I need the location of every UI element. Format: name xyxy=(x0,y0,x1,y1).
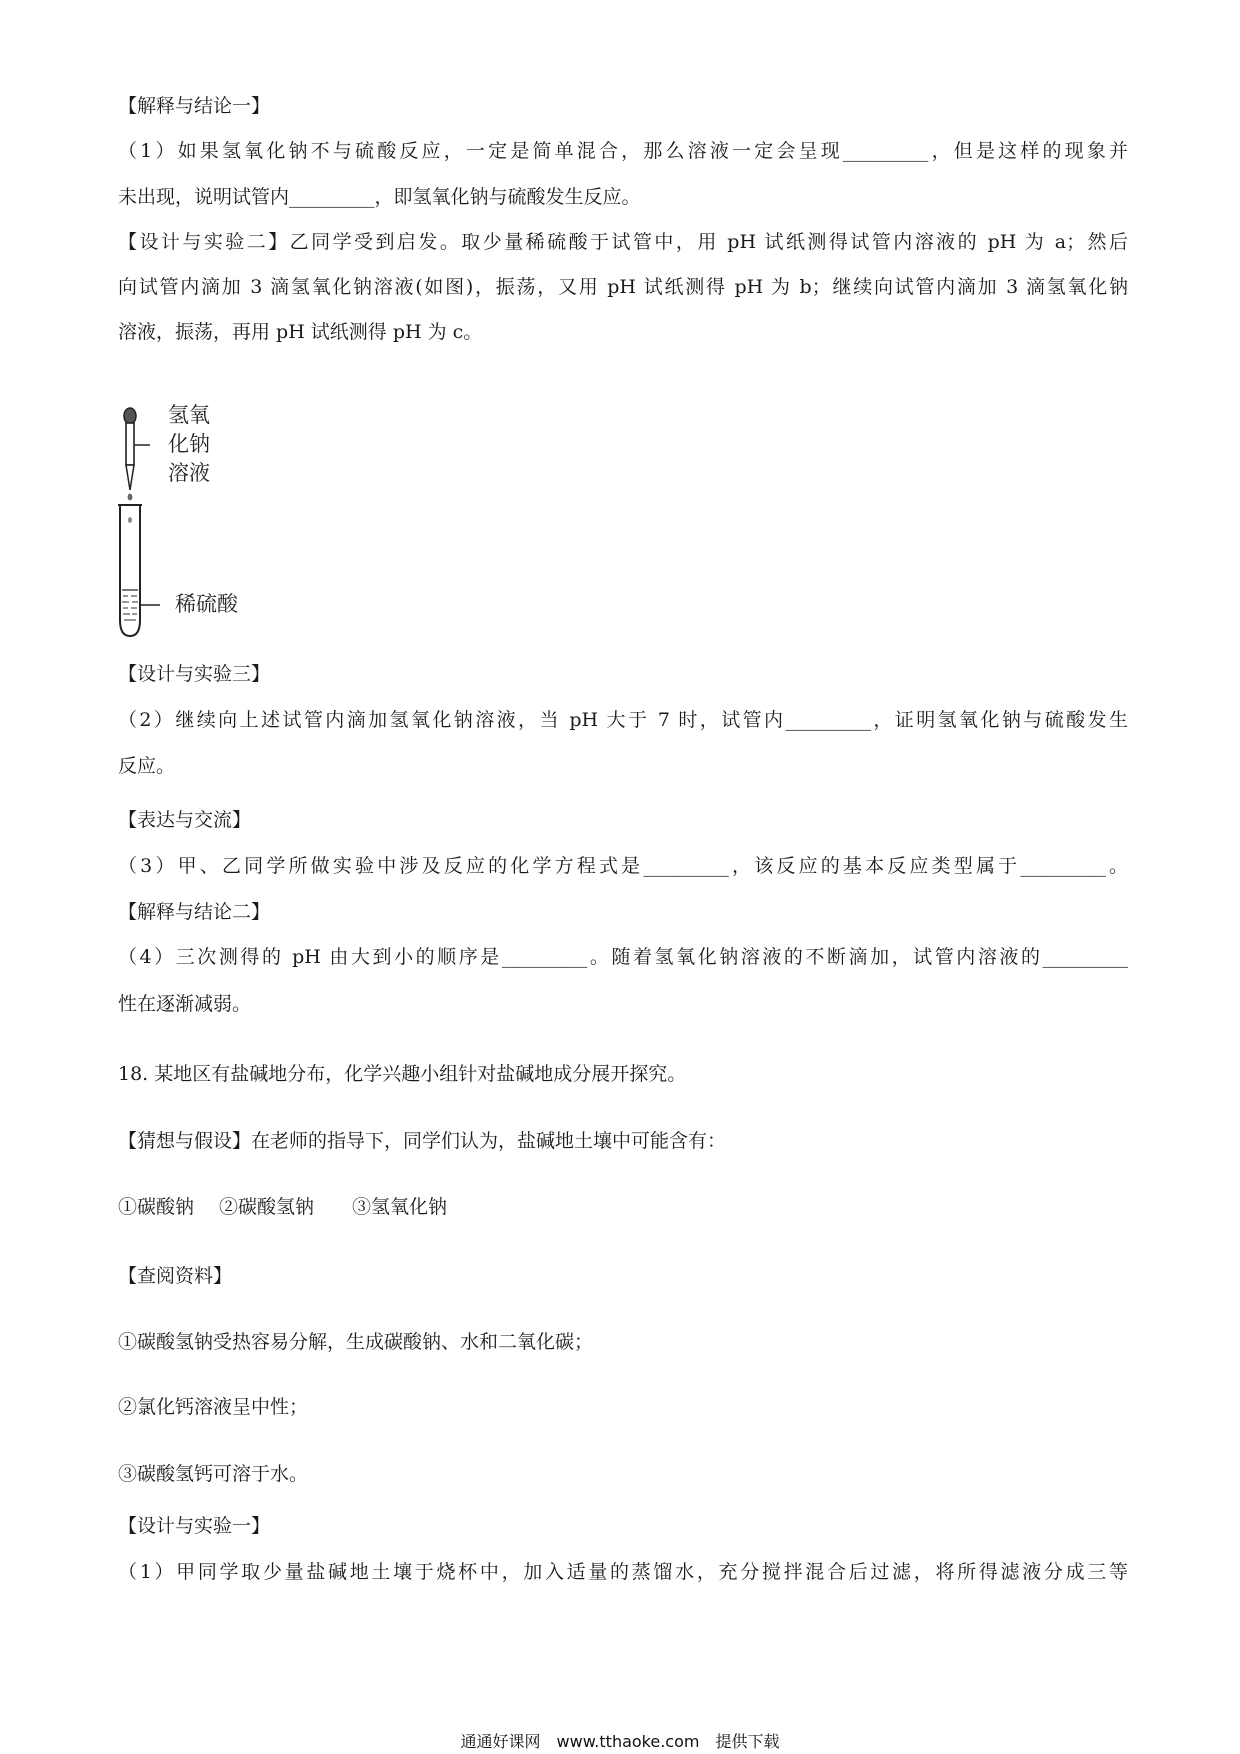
section-heading-explanation-2: 【解释与结论二】 xyxy=(118,901,271,923)
section-heading-explanation-1: 【解释与结论一】 xyxy=(118,95,271,117)
reference-item-1: ①碳酸氢钠受热容易分解，生成碳酸钠、水和二氧化碳； xyxy=(118,1331,594,1353)
question-3-line-1: （3）甲、乙同学所做实验中涉及反应的化学方程式是_________，该反应的基本反应类型属于_________。 xyxy=(118,855,1128,877)
section-heading-experiment-3: 【设计与实验三】 xyxy=(118,663,271,685)
question-4-line-1: （4）三次测得的 pH 由大到小的顺序是_________。随着氢氧化钠溶液的不断滴加，试管内溶液的_________ xyxy=(118,946,1128,968)
problem-18-intro: 18. 某地区有盐碱地分布，化学兴趣小组针对盐碱地成分展开探究。 xyxy=(118,1063,687,1085)
experiment-2-line-2: 向试管内滴加 3 滴氢氧化钠溶液(如图)，振荡，又用 pH 试纸测得 pH 为 b；继续向试管内滴加 3 滴氢氧化钠 xyxy=(118,276,1128,298)
dropper-label-line-2: 化钠 xyxy=(168,432,210,456)
question-1-line-2: 未出现，说明试管内_________，即氢氧化钠与硫酸发生反应。 xyxy=(118,186,641,208)
dropper-label-line-3: 溶液 xyxy=(168,461,210,485)
experiment-2-line-1: 【设计与实验二】乙同学受到启发。取少量稀硫酸于试管中，用 pH 试纸测得试管内溶液的 pH 为 a；然后 xyxy=(118,231,1128,253)
problem-18-question-1-line-1: （1）甲同学取少量盐碱地土壤于烧杯中，加入适量的蒸馏水，充分搅拌混合后过滤，将所得滤液分成三等 xyxy=(118,1561,1128,1583)
reference-item-2: ②氯化钙溶液呈中性； xyxy=(118,1396,309,1418)
page-footer: 通通好课网 www.tthaoke.com 提供下载 xyxy=(460,1732,780,1751)
dropper-label-line-1: 氢氧 xyxy=(168,403,210,427)
section-heading-expression: 【表达与交流】 xyxy=(118,809,252,831)
hypothesis-heading-line: 【猜想与假设】在老师的指导下，同学们认为，盐碱地土壤中可能含有： xyxy=(118,1130,727,1152)
experiment-2-line-3: 溶液，振荡，再用 pH 试纸测得 pH 为 c。 xyxy=(118,321,483,343)
reference-item-3: ③碳酸氢钙可溶于水。 xyxy=(118,1463,309,1485)
question-2-line-1: （2）继续向上述试管内滴加氢氧化钠溶液，当 pH 大于 7 时，试管内_________，证明氢氧化钠与硫酸发生 xyxy=(118,709,1128,731)
question-1-line-1: （1）如果氢氧化钠不与硫酸反应，一定是简单混合，那么溶液一定会呈现_________，但是这样的现象并 xyxy=(118,140,1128,162)
test-tube-label: 稀硫酸 xyxy=(175,592,238,616)
section-heading-experiment-1: 【设计与实验一】 xyxy=(118,1515,271,1537)
hypothesis-options: ①碳酸钠 ②碳酸氢钠 ③氢氧化钠 xyxy=(118,1196,448,1218)
question-4-line-2: 性在逐渐减弱。 xyxy=(118,993,252,1015)
dropper-test-tube-figure xyxy=(110,400,290,640)
question-2-line-2: 反应。 xyxy=(118,755,176,777)
section-heading-references: 【查阅资料】 xyxy=(118,1265,233,1287)
